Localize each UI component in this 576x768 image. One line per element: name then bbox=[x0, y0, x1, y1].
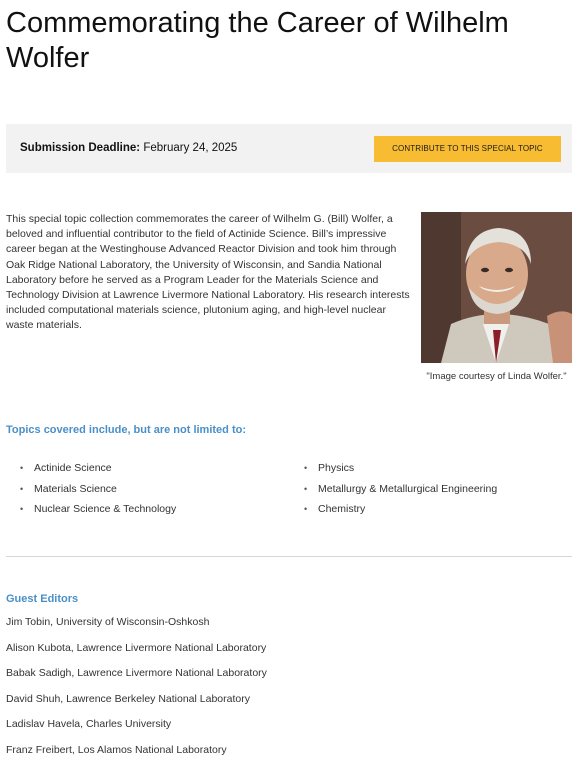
topics-list-left bbox=[20, 461, 290, 523]
section-divider bbox=[6, 556, 572, 557]
editor-item: Ladislav Havela, Charles University bbox=[6, 718, 172, 730]
topic-item: • Metallurgy & Metallurgical Engineering bbox=[304, 482, 572, 503]
editor-item: Jim Tobin, University of Wisconsin-Oshkosh bbox=[6, 616, 210, 628]
image-caption: "Image courtesy of Linda Wolfer." bbox=[426, 371, 567, 382]
deadline-date: February 24, 2025 bbox=[143, 142, 238, 154]
topic-item: • Nuclear Science & Technology bbox=[20, 502, 290, 523]
editor-item: Babak Sadigh, Lawrence Livermore National Laboratory bbox=[6, 667, 267, 679]
contribute-button[interactable]: CONTRIBUTE TO THIS SPECIAL TOPIC bbox=[374, 136, 561, 162]
portrait-illustration bbox=[421, 212, 572, 363]
topic-item: • Physics bbox=[304, 461, 572, 482]
deadline-label: Submission Deadline: bbox=[20, 142, 141, 154]
portrait-photo bbox=[421, 212, 572, 363]
editor-item: David Shuh, Lawrence Berkeley National Laboratory bbox=[6, 692, 250, 705]
editor-item: Alison Kubota, Lawrence Livermore National Laboratory bbox=[6, 641, 267, 654]
editor-item: Franz Freibert, Los Alamos National Laboratory bbox=[6, 743, 227, 756]
intro-paragraph: This special topic collection commemorates the career of Wilhelm G. (Bill) Wolfer, a beloved and influential contributor to the field of Actinide Science. Bill’s impressive career began at the Westinghouse Advanced Reactor Division and took him through Oak Ridge National Laboratory, the University of Wisconsin, and Sandia National Laboratory before he served as a Program Leader for the Materials Science and Technology Division at Lawrence Livermore National Laboratory. His research interests included computational materials science, plutonium aging, and high-level nuclear waste materials. bbox=[6, 213, 410, 332]
topic-item: • Materials Science bbox=[20, 482, 290, 503]
topic-item: • Chemistry bbox=[304, 502, 572, 523]
deadline-bar bbox=[6, 124, 572, 173]
topics-heading: Topics covered include, but are not limited to: bbox=[6, 424, 246, 436]
guest-editors-list bbox=[6, 615, 572, 768]
submission-deadline bbox=[20, 142, 237, 154]
guest-editors-heading: Guest Editors bbox=[6, 593, 79, 605]
page-title: Commemorating the Career of Wilhelm Wolfer bbox=[6, 7, 509, 74]
topic-item: • Actinide Science bbox=[20, 461, 290, 482]
topics-list-right bbox=[304, 461, 572, 523]
